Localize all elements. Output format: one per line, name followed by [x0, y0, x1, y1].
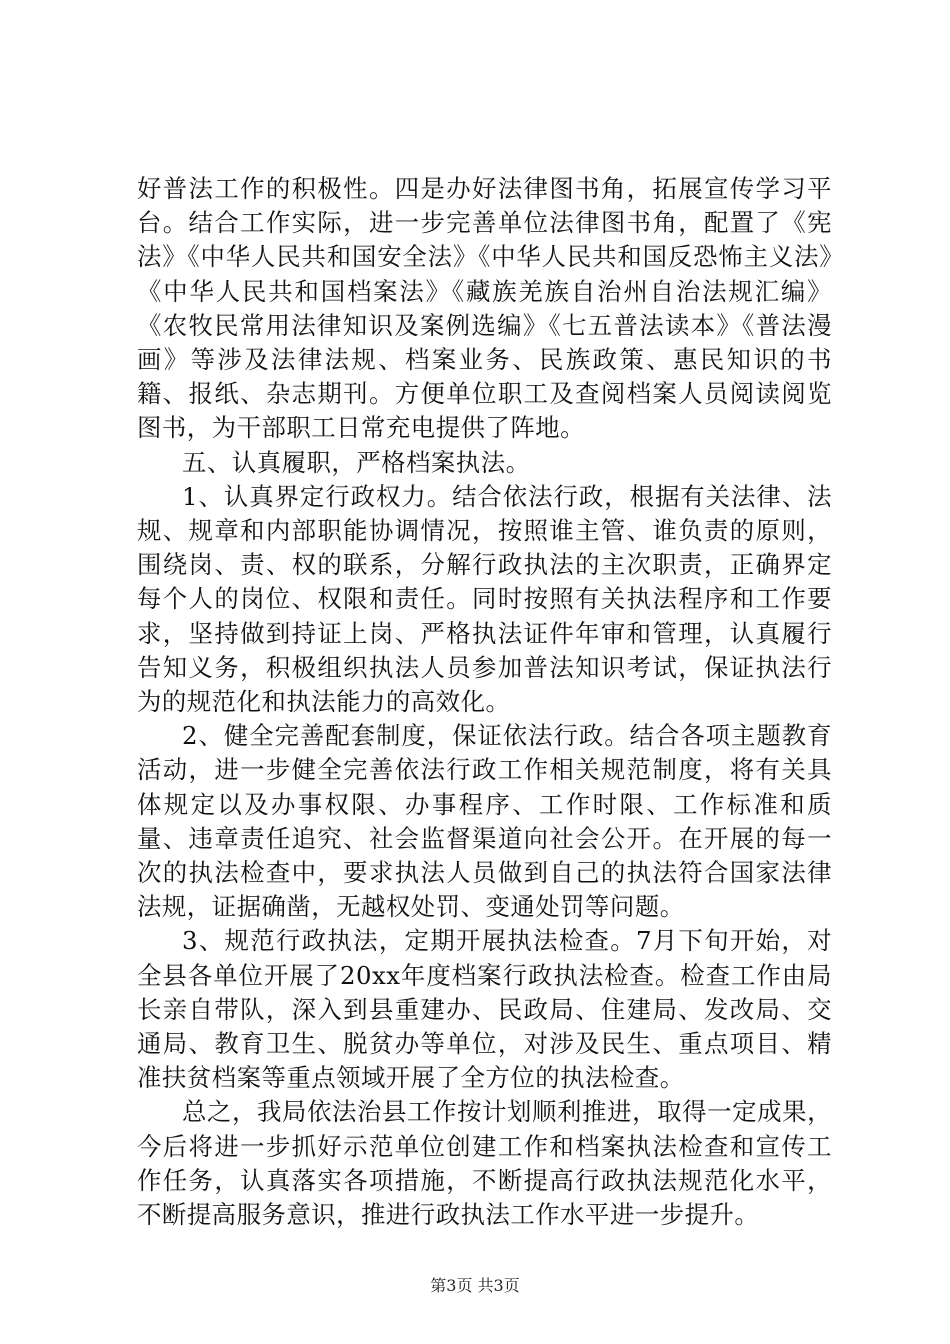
paragraph-conclusion: 总之，我局依法治县工作按计划顺利推进，取得一定成果，今后将进一步抓好示范单位创建工作和档案执法检查和宣传工作任务，认真落实各项措施，不断提高行政执法规范化水平，不断提高服务意识，推进行政执法工作水平进一步提升。	[137, 1097, 832, 1230]
paragraph-item-1: 1、认真界定行政权力。结合依法行政，根据有关法律、法规、规章和内部职能协调情况，按照谁主管、谁负责的原则，围绕岗、责、权的联系，分解行政执法的主次职责，正确界定每个人的岗位、权限和责任。同时按照有关执法程序和工作要求，坚持做到持证上岗、严格执法证件年审和管理，认真履行告知义务，积极组织执法人员参加普法知识考试，保证执法行为的规范化和执法能力的高效化。	[137, 481, 832, 717]
paragraph-item-2: 2、健全完善配套制度，保证依法行政。结合各项主题教育活动，进一步健全完善依法行政工作相关规范制度，将有关具体规定以及办事权限、办事程序、工作时限、工作标准和质量、违章责任追究、社会监督渠道向社会公开。在开展的每一次的执法检查中，要求执法人员做到自己的执法符合国家法律法规，证据确凿，无越权处罚、变通处罚等问题。	[137, 721, 832, 922]
page-number-footer: 第3页 共3页	[430, 1276, 520, 1295]
paragraph-item-3: 3、规范行政执法，定期开展执法检查。7月下旬开始，对全县各单位开展了20xx年度档案行政执法检查。检查工作由局长亲自带队，深入到县重建办、民政局、住建局、发改局、交通局、教育卫生、脱贫办等单位，对涉及民生、重点项目、精准扶贫档案等重点领域开展了全方位的执法检查。	[137, 926, 832, 1093]
section-heading-five: 五、认真履职，严格档案执法。	[182, 447, 531, 477]
document-body	[137, 172, 832, 1232]
paragraph-continued-law-library: 好普法工作的积极性。四是办好法律图书角，拓展宣传学习平台。结合工作实际，进一步完善单位法律图书角，配置了《宪法》《中华人民共和国安全法》《中华人民共和国反恐怖主义法》《中华人民共和国档案法》《藏族羌族自治州自治法规汇编》《农牧民常用法律知识及案例选编》《七五普法读本》《普法漫画》等涉及法律法规、档案业务、民族政策、惠民知识的书籍、报纸、杂志期刊。方便单位职工及查阅档案人员阅读阅览图书，为干部职工日常充电提供了阵地。	[137, 174, 832, 443]
